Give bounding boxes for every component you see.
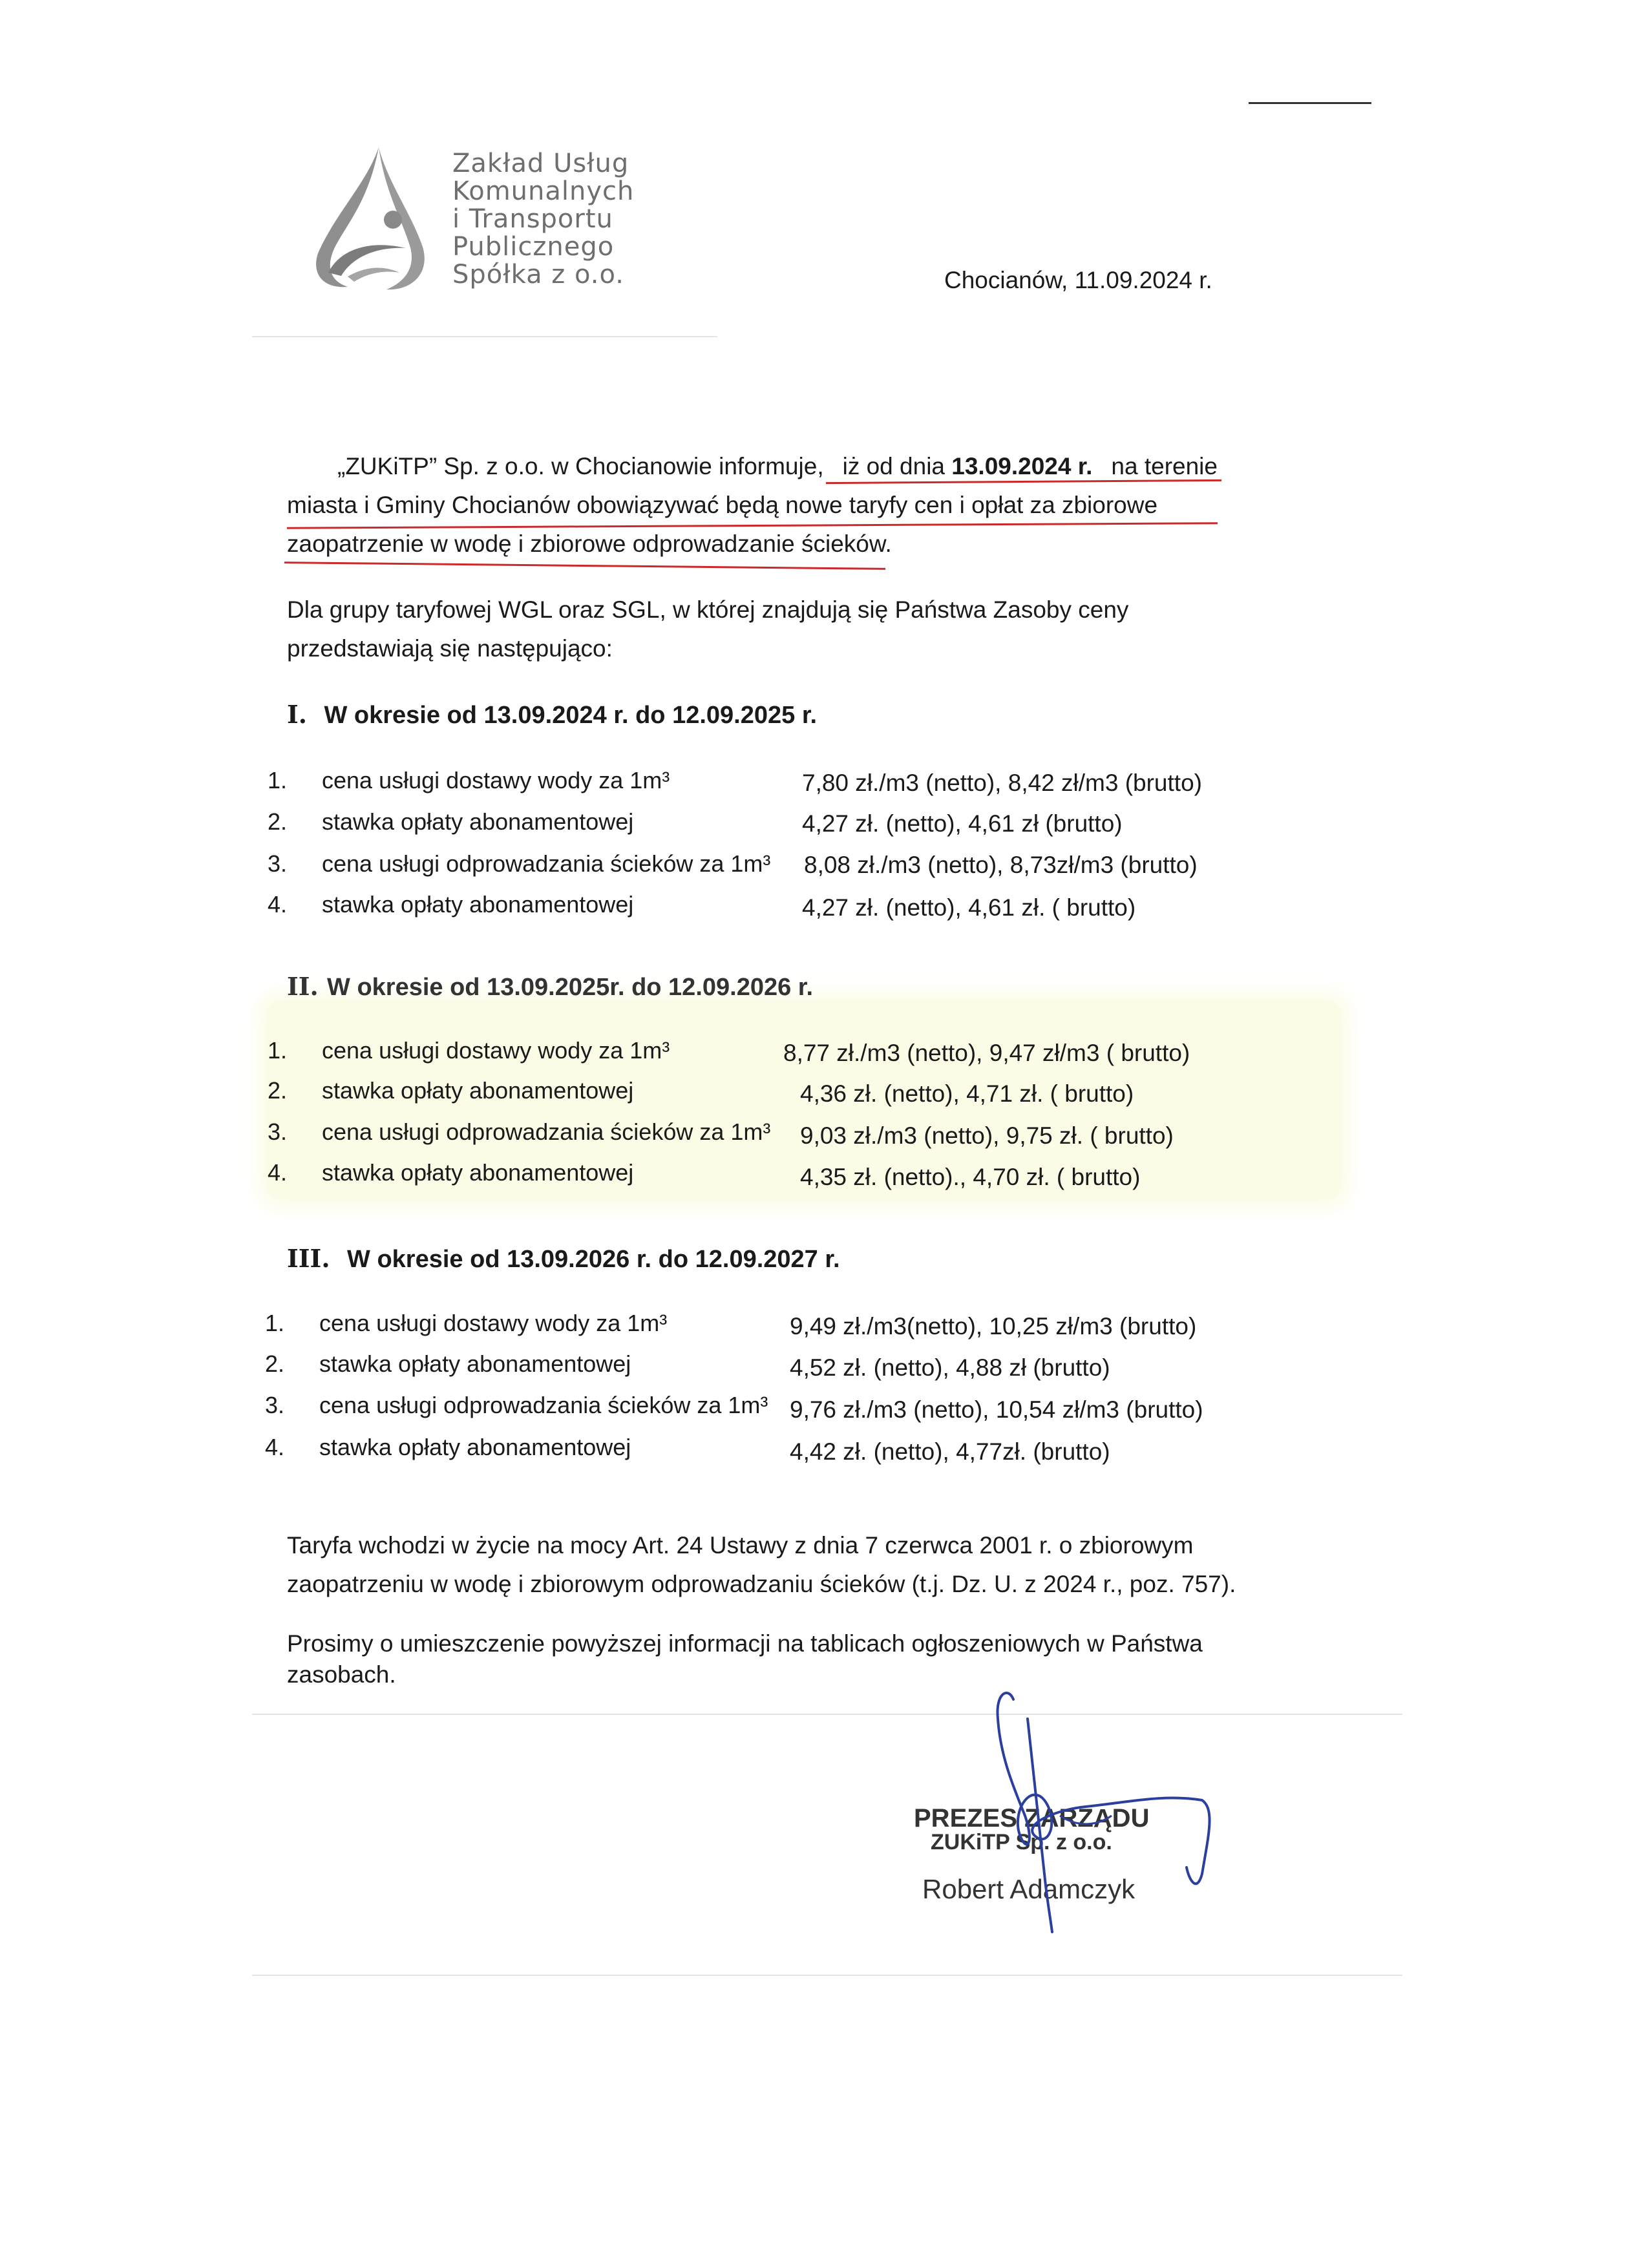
row-number: 2. — [268, 808, 288, 835]
period-heading — [287, 1244, 840, 1274]
handwritten-signature — [931, 1680, 1228, 1938]
row-label: cena usługi dostawy wody za 1m³ — [322, 767, 670, 793]
intro-text: „ZUKiTP” Sp. z o.o. w Chocianowie informuje, — [337, 453, 824, 479]
document-date: Chocianów, 11.09.2024 r. — [944, 267, 1212, 293]
company-name-line: Komunalnych — [452, 176, 635, 206]
period-heading — [287, 972, 813, 1002]
row-label: cena usługi odprowadzania ścieków za 1m³ — [322, 850, 771, 877]
header-divider — [252, 336, 717, 337]
intro-text: iż od dnia — [842, 453, 945, 479]
company-name — [452, 150, 634, 289]
row-value: 4,52 zł. (netto), 4,88 zł (brutto) — [790, 1354, 1110, 1381]
request-line: Prosimy o umieszczenie powyższej informacji na tablicach ogłoszeniowych w Państwa — [287, 1630, 1203, 1657]
company-name-line: Zakład Usług — [452, 149, 629, 178]
row-label: stawka opłaty abonamentowej — [319, 1350, 631, 1377]
row-number: 2. — [268, 1077, 288, 1104]
row-value: 4,42 zł. (netto), 4,77zł. (brutto) — [790, 1438, 1110, 1465]
group-line: przedstawiają się następująco: — [287, 635, 613, 662]
intro-text: na terenie — [1111, 453, 1218, 479]
row-number: 1. — [268, 1037, 288, 1064]
period-heading — [287, 700, 817, 730]
legal-line: Taryfa wchodzi w życie na mocy Art. 24 Ustawy z dnia 7 czerwca 2001 r. o zbiorowym — [287, 1532, 1194, 1559]
row-label: cena usługi odprowadzania ścieków za 1m³ — [319, 1392, 768, 1418]
row-value: 4,27 zł. (netto), 4,61 zł. ( brutto) — [802, 894, 1136, 921]
row-value: 9,03 zł./m3 (netto), 9,75 zł. ( brutto) — [800, 1122, 1174, 1149]
signature-title: PREZES ZARZĄDU — [914, 1804, 1150, 1832]
company-name-line: i Transportu — [452, 204, 613, 234]
legal-line: zaopatrzeniu w wodę i zbiorowym odprowadzaniu ścieków (t.j. Dz. U. z 2024 r., poz. 757). — [287, 1571, 1236, 1597]
row-number: 1. — [268, 767, 288, 793]
intro-line-2 — [287, 486, 1218, 525]
row-number: 4. — [268, 891, 288, 918]
row-label: stawka opłaty abonamentowej — [319, 1434, 631, 1460]
request-line: zasobach. — [287, 1661, 396, 1688]
group-paragraph — [287, 591, 1218, 668]
company-logo — [309, 143, 438, 299]
company-name-line: Publicznego — [452, 232, 615, 262]
top-rule — [1249, 102, 1371, 104]
period-title: W okresie od 13.09.2024 r. do 12.09.2025 r. — [324, 702, 818, 729]
row-value: 4,36 zł. (netto), 4,71 zł. ( brutto) — [800, 1080, 1134, 1107]
period-numeral: III. — [287, 1244, 330, 1273]
period-numeral: II. — [287, 972, 319, 1001]
effective-date: 13.09.2024 r. — [951, 453, 1093, 479]
row-number: 4. — [265, 1434, 285, 1460]
signature-name: Robert Adamczyk — [922, 1874, 1136, 1904]
period-title: W okresie od 13.09.2026 r. do 12.09.2027 r. — [347, 1246, 840, 1273]
row-value: 8,08 zł./m3 (netto), 8,73zł/m3 (brutto) — [804, 852, 1198, 878]
legal-paragraph — [287, 1526, 1236, 1604]
row-number: 4. — [268, 1159, 288, 1186]
period-title: W okresie od 13.09.2025r. do 12.09.2026 r. — [327, 974, 814, 1001]
row-number: 2. — [265, 1350, 285, 1377]
row-value: 9,76 zł./m3 (netto), 10,54 zł/m3 (brutto) — [790, 1396, 1203, 1423]
row-label: stawka opłaty abonamentowej — [322, 1077, 634, 1104]
row-label: stawka opłaty abonamentowej — [322, 891, 634, 918]
group-line: Dla grupy taryfowej WGL oraz SGL, w której znajdują się Państwa Zasoby ceny — [287, 596, 1129, 623]
footer-divider — [252, 1714, 1402, 1715]
row-number: 1. — [265, 1310, 285, 1336]
row-label: stawka opłaty abonamentowej — [322, 808, 634, 835]
intro-line-3 — [287, 525, 1218, 563]
period-numeral: I. — [287, 700, 308, 729]
bottom-divider — [252, 1975, 1402, 1976]
row-value: 9,49 zł./m3(netto), 10,25 zł/m3 (brutto) — [790, 1313, 1197, 1339]
intro-text: miasta i Gminy Chocianów obowiązywać będą nowe taryfy cen i opłat za zbiorowe — [287, 492, 1158, 518]
row-label: cena usługi dostawy wody za 1m³ — [319, 1310, 668, 1336]
row-value: 8,77 zł./m3 (netto), 9,47 zł/m3 ( brutto) — [783, 1040, 1190, 1066]
row-number: 3. — [268, 1118, 288, 1145]
row-number: 3. — [265, 1392, 285, 1418]
row-number: 3. — [268, 850, 288, 877]
company-name-line: Spółka z o.o. — [452, 260, 624, 289]
row-label: cena usługi odprowadzania ścieków za 1m³ — [322, 1118, 771, 1145]
row-label: stawka opłaty abonamentowej — [322, 1159, 634, 1186]
intro-paragraph — [287, 447, 1218, 563]
row-value: 7,80 zł./m3 (netto), 8,42 zł/m3 (brutto) — [802, 770, 1202, 796]
row-value: 4,35 zł. (netto)., 4,70 zł. ( brutto) — [800, 1164, 1141, 1190]
row-label: cena usługi dostawy wody za 1m³ — [322, 1037, 670, 1064]
row-value: 4,27 zł. (netto), 4,61 zł (brutto) — [802, 810, 1123, 837]
intro-text: zaopatrzenie w wodę i zbiorowe odprowadzanie ścieków. — [287, 530, 892, 557]
signature-company: ZUKiTP Sp. z o.o. — [931, 1830, 1112, 1854]
